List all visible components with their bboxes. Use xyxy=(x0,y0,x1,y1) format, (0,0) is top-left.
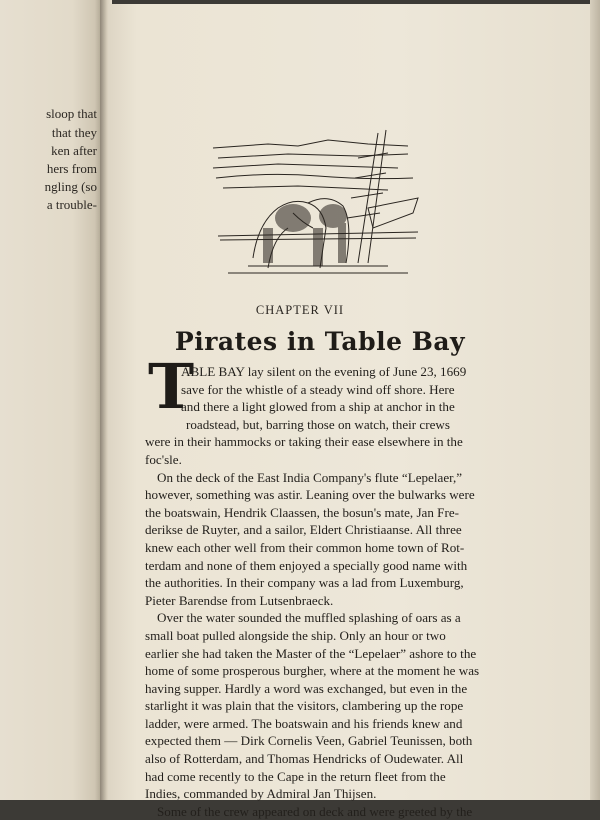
page-edge xyxy=(590,0,600,800)
left-page-line: sloop that xyxy=(46,106,97,121)
chapter-label: CHAPTER VII xyxy=(255,303,345,317)
text-line: had come recently to the Cape in the return fleet from the xyxy=(145,768,446,784)
text-line: Over the water sounded the muffled splashing of oars as a xyxy=(157,610,461,626)
left-page-line: that they xyxy=(51,125,97,140)
text-line: knew each other well from their common home town of Rot- xyxy=(145,539,465,555)
text-line: roadstead, but, barring those on watch, their crews xyxy=(186,416,450,432)
text-line: earlier she had taken the Master of the “Lepelaer” ashore to the xyxy=(145,645,477,661)
drop-cap: T xyxy=(148,350,195,423)
text-line: expected them — Dirk Cornelis Veen, Gabriel Teunissen, both xyxy=(145,733,473,749)
left-page-line: hers from xyxy=(46,161,97,176)
text-line: Some of the crew appeared on deck and were greeted by the xyxy=(157,803,473,819)
left-page-line: ngling (so xyxy=(44,179,97,194)
chapter-illustration xyxy=(208,128,428,278)
text-line: starlight it was plain that the visitors, clambering up the rope xyxy=(145,698,464,714)
text-line: also of Rotterdam, and Thomas Hendricks of Oudewater. All xyxy=(145,751,464,767)
text-line: Pieter Barendse from Lutsenbraeck. xyxy=(145,592,334,608)
chapter-title: Pirates in Table Bay xyxy=(174,327,466,356)
text-line: On the deck of the East India Company's flute “Lepelaer,” xyxy=(157,469,463,485)
text-line: small boat pulled alongside the ship. Only an hour or two xyxy=(145,627,446,643)
text-line: the boatswain, Hendrik Claassen, the bosun's mate, Jan Fre- xyxy=(145,504,459,520)
text-line: ABLE BAY lay silent on the evening of June 23, 1669 xyxy=(181,364,467,379)
text-line: save for the whistle of a steady wind off shore. Here xyxy=(181,381,455,397)
text-line: and there a light glowed from a ship at anchor in the xyxy=(181,399,455,415)
text-line: were in their hammocks or taking their ease elsewhere in the xyxy=(145,434,463,450)
text-line: derikse de Ruyter, and a sailor, Eldert Christiaanse. All three xyxy=(145,522,462,538)
body-text xyxy=(145,363,480,820)
left-page-line: a trouble- xyxy=(46,197,97,212)
text-line: however, something was astir. Leaning over the bulwarks were xyxy=(145,487,475,503)
text-line: foc'sle. xyxy=(145,451,182,467)
text-line: having supper. Hardly a word was exchanged, but even in the xyxy=(145,680,468,696)
left-page xyxy=(0,0,103,800)
text-line: ladder, were armed. The boatswain and his friends knew and xyxy=(145,715,463,731)
text-line: the authorities. In their company was a lad from Luxemburg, xyxy=(145,575,464,591)
left-page-line: ken after xyxy=(51,143,97,158)
text-line: home of some prosperous burgher, where at the moment he was xyxy=(145,663,480,679)
text-line: terdam and none of them enjoyed a specially good name with xyxy=(145,557,468,573)
text-line: Indies, commanded by Admiral Jan Thijsen. xyxy=(145,786,377,802)
